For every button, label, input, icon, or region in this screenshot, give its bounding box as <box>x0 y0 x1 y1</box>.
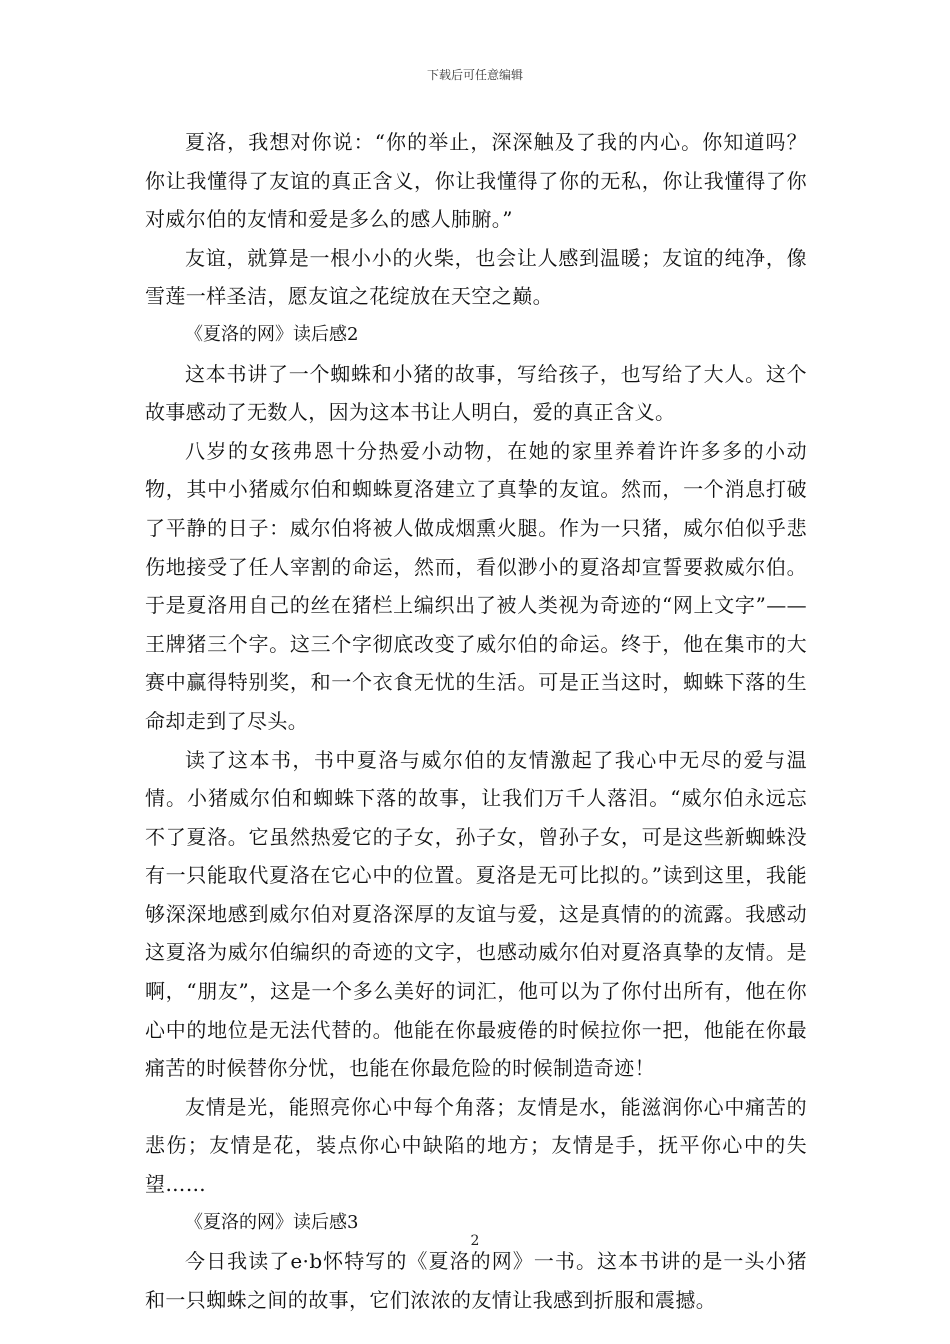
paragraph: 友情是光，能照亮你心中每个角落；友情是水，能滋润你心中痛苦的悲伤；友情是花，装点你心中缺陷的地方；友情是手，抚平你心中的失望…… <box>145 1094 807 1197</box>
paragraph: 今日我读了e·b怀特写的《夏洛的网》一书。这本书讲的是一头小猪和一只蜘蛛之间的故事，它们浓浓的友情让我感到折服和震撼。 <box>145 1249 807 1312</box>
document-body <box>145 123 807 1319</box>
section-title: 《夏洛的网》读后感2 <box>185 323 359 345</box>
paragraph: 友谊，就算是一根小小的火柴，也会让人感到温暖；友谊的纯净，像雪莲一样圣洁，愿友谊之花绽放在天空之巅。 <box>145 245 807 309</box>
paragraph: 这本书讲了一个蜘蛛和小猪的故事，写给孩子，也写给了大人。这个故事感动了无数人，因为这本书让人明白，爱的真正含义。 <box>145 361 807 425</box>
page-number: 2 <box>470 1233 480 1249</box>
paragraph: 夏洛，我想对你说：“你的举止，深深触及了我的内心。你知道吗？你让我懂得了友谊的真正含义，你让我懂得了你的无私，你让我懂得了你对威尔伯的友情和爱是多么的感人肺腑。” <box>145 130 807 232</box>
section-title: 《夏洛的网》读后感3 <box>185 1211 359 1233</box>
page-header: 下载后可任意编辑 <box>426 68 523 82</box>
paragraph: 八岁的女孩弗恩十分热爱小动物，在她的家里养着许许多多的小动物，其中小猪威尔伯和蜘蛛夏洛建立了真挚的友谊。然而，一个消息打破了平静的日子：威尔伯将被人做成烟熏火腿。作为一只猪，威尔伯似乎悲伤地接受了任人宰割的命运，然而，看似渺小的夏洛却宣誓要救威尔伯。于是夏洛用自己的丝在猪栏上编织出了被人类视为奇迹的“网上文字”——王牌猪三个字。这三个字彻底改变了威尔伯的命运。终于，他在集市的大赛中赢得特别奖，和一个衣食无忧的生活。可是正当这时，蜘蛛下落的生命却走到了尽头。 <box>145 438 807 733</box>
paragraph: 读了这本书，书中夏洛与威尔伯的友情激起了我心中无尽的爱与温情。小猪威尔伯和蜘蛛下落的故事，让我们万千人落泪。“威尔伯永远忘不了夏洛。它虽然热爱它的子女，孙子女，曾孙子女，可是这些新蜘蛛没有一只能取代夏洛在它心中的位置。夏洛是无可比拟的。”读到这里，我能够深深地感到威尔伯对夏洛深厚的友谊与爱，这是真情的的流露。我感动这夏洛为威尔伯编织的奇迹的文字，也感动威尔伯对夏洛真挚的友情。是啊，“朋友”，这是一个多么美好的词汇，他可以为了你付出所有，他在你心中的地位是无法代替的。他能在你最疲倦的时候拉你一把，他能在你最痛苦的时候替你分忧，也能在你最危险的时候制造奇迹！ <box>145 747 807 1081</box>
